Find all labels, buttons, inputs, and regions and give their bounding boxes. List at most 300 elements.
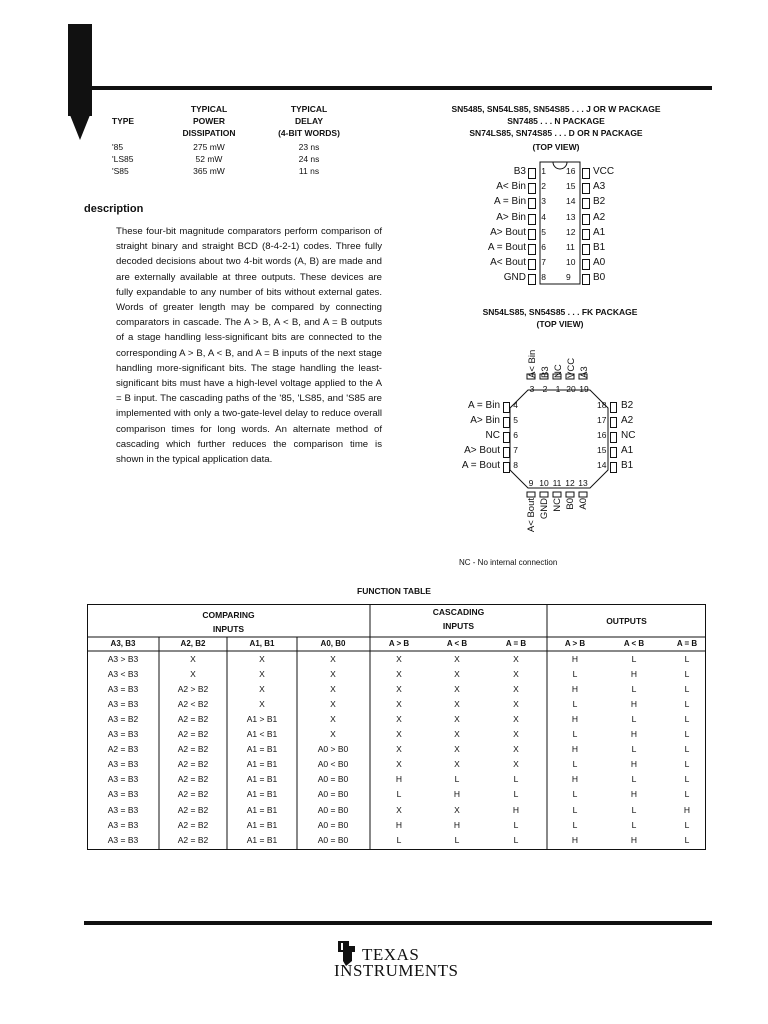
table-cell: X [330, 654, 336, 664]
table-row [87, 833, 706, 848]
table-cell: A3 = B3 [107, 729, 139, 740]
table-row [87, 757, 706, 772]
table-cell: X [513, 714, 519, 725]
pin-number: 8 [513, 460, 518, 470]
pin-name: A< Bout [490, 257, 526, 269]
table-cell: X [396, 714, 402, 725]
table-cell: A1 = B1 [246, 789, 278, 800]
type-table-header-line: POWER [192, 116, 226, 126]
table-cell: L [684, 699, 690, 710]
table-cell: L [631, 744, 637, 755]
table-cell: A3 = B3 [107, 834, 139, 845]
pin-number: 10 [566, 257, 576, 268]
table-row [87, 652, 706, 667]
table-cell: A1 = B1 [246, 774, 278, 785]
description-heading: description [84, 203, 144, 215]
table-cell: X [330, 699, 336, 710]
package-line: SN7485 . . . N PACKAGE [507, 116, 605, 126]
table-cell: L [572, 789, 578, 800]
nc-note: NC - No internal connection [459, 558, 558, 567]
type-table-header [108, 103, 138, 139]
fk-pin-left [440, 430, 518, 444]
pin-name: A = Bout [461, 460, 500, 471]
table-cell: X [513, 684, 519, 695]
pin-name: B1 [593, 242, 606, 253]
pin-box [582, 198, 590, 209]
dip-pin-right [566, 257, 660, 271]
pin-number: 4 [513, 400, 518, 410]
table-cell: A3 > B3 [107, 654, 139, 664]
table-cell: A2 = B2 [177, 774, 209, 785]
fk-pin-pad [540, 492, 548, 497]
table-cell: L [684, 684, 690, 695]
pin-box [610, 447, 617, 458]
table-cell: X [259, 699, 265, 710]
pin-name: A2 [593, 211, 606, 223]
function-table-column-header: A > B [564, 639, 586, 648]
pin-number: 2 [541, 181, 546, 192]
pin-box [582, 168, 590, 179]
table-cell: X [513, 729, 519, 740]
package-line: SN5485, SN54LS85, SN54S85 . . . J OR W PACKAGE [451, 104, 661, 114]
table-cell: L [572, 819, 578, 830]
pin-name: B1 [621, 460, 634, 471]
pin-box [582, 229, 590, 240]
pin-box [528, 229, 536, 240]
type-table-header-line: TYPE [111, 116, 135, 126]
type-table-cell: 11 ns [298, 166, 320, 176]
table-cell: H [571, 684, 579, 695]
pin-box [610, 432, 617, 443]
table-cell: L [684, 819, 690, 830]
table-cell: H [630, 789, 638, 800]
pin-box [582, 244, 590, 255]
table-cell: H [395, 819, 403, 830]
fk-pin-left [440, 445, 518, 459]
table-cell: A3 = B3 [107, 759, 139, 770]
function-table-column-header: A < B [446, 639, 468, 648]
dip-pin-left [460, 272, 546, 286]
table-cell: X [454, 654, 460, 664]
pin-box [582, 274, 590, 285]
table-cell: A1 = B1 [246, 744, 278, 755]
table-cell: A1 = B1 [246, 804, 278, 815]
table-cell: L [572, 669, 578, 680]
type-table-cell: 275 mW [193, 142, 225, 152]
table-cell: A2 = B2 [177, 744, 209, 755]
dip-pin-left [460, 181, 546, 195]
pin-number: 9 [566, 272, 571, 283]
table-cell: A3 = B3 [107, 699, 139, 710]
table-row [87, 818, 706, 833]
pin-name: A = Bout [487, 242, 526, 253]
table-cell: L [572, 729, 578, 740]
package-line: SN54LS85, SN54S85 . . . FK PACKAGE [482, 307, 638, 317]
fk-pin-label-bottom: A0 [578, 498, 589, 510]
table-cell: H [453, 789, 461, 800]
fk-pin-left [440, 415, 518, 429]
fk-pin-number: 9 [528, 478, 534, 488]
fk-pin-label-top: VCC [566, 357, 577, 378]
table-cell: L [684, 654, 690, 664]
pin-box [582, 214, 590, 225]
pin-box [528, 244, 536, 255]
table-cell: L [631, 654, 637, 664]
top-view-label: (TOP VIEW) [536, 319, 584, 329]
pin-box [528, 198, 536, 209]
pin-box [503, 402, 510, 413]
function-table-column-header: A < B [623, 639, 645, 648]
dip-pin-left [460, 196, 546, 210]
fk-pin-number: 13 [578, 478, 588, 488]
table-cell: A2 = B2 [177, 759, 209, 770]
type-table-header-line: (4-BIT WORDS) [278, 128, 340, 138]
pin-box [582, 259, 590, 270]
table-cell: H [630, 729, 638, 740]
fk-pin-right [597, 400, 660, 414]
cascading-header-line: CASCADING [432, 607, 485, 617]
table-row [87, 742, 706, 757]
table-cell: A0 > B0 [317, 744, 349, 755]
pin-number: 16 [597, 430, 607, 440]
function-table-column-header: A1, B1 [249, 639, 275, 648]
dip-pin-right [566, 242, 660, 256]
type-table-header-line [108, 127, 138, 139]
table-cell: A1 > B1 [246, 714, 278, 725]
table-cell: X [513, 669, 519, 680]
table-cell: L [684, 759, 690, 770]
pin-box [528, 274, 536, 285]
pin-name: NC [485, 430, 500, 441]
dip-pin-left [460, 212, 546, 226]
dip-pin-right [566, 212, 660, 226]
table-cell: H [512, 804, 520, 815]
function-table [87, 604, 706, 850]
table-cell: L [572, 759, 578, 770]
dip-package-titles [396, 103, 716, 153]
table-cell: X [330, 729, 336, 740]
fk-pin-number: 1 [555, 384, 561, 394]
pin-name: A> Bin [470, 415, 500, 426]
pin-number: 7 [513, 445, 518, 455]
table-cell: L [684, 744, 690, 755]
type-table-header [174, 103, 244, 139]
pin-name: GND [503, 272, 526, 284]
table-cell: X [513, 699, 519, 710]
table-cell: H [630, 834, 638, 845]
pin-box [503, 447, 510, 458]
dip-pin-right [566, 196, 660, 210]
pin-number: 1 [541, 166, 546, 176]
dip-pin-right [566, 227, 660, 241]
table-cell: L [684, 774, 690, 785]
dip-pin-right [566, 272, 660, 286]
table-cell: A0 < B0 [317, 759, 349, 770]
pin-number: 13 [566, 211, 576, 222]
type-table-header-line: DISSIPATION [182, 128, 236, 138]
function-table-column-header: A0, B0 [320, 639, 346, 648]
function-table-column-header: A = B [505, 639, 527, 648]
table-cell: L [684, 669, 690, 680]
fk-pin-pad [579, 492, 587, 497]
type-table-cell: 52 mW [195, 154, 223, 164]
dip-pinout-diagram [460, 160, 660, 290]
pin-name: A = Bin [468, 400, 500, 411]
pin-name: A1 [593, 226, 606, 238]
fk-pin-label-bottom: A< Bout [526, 498, 537, 533]
pin-box [528, 183, 536, 194]
table-cell: A3 = B3 [107, 684, 139, 695]
type-table [108, 103, 358, 176]
table-cell: A1 = B1 [246, 819, 278, 830]
ti-logo [334, 936, 474, 984]
function-table-column-header: A = B [676, 639, 698, 648]
fk-pin-number: 11 [552, 478, 562, 488]
table-cell: H [630, 699, 638, 710]
table-cell: A2 = B2 [177, 834, 209, 845]
fk-pin-label-bottom: B0 [565, 498, 576, 510]
table-cell: A0 = B0 [317, 834, 349, 845]
pin-number: 18 [597, 400, 607, 410]
pin-name: NC [621, 430, 636, 441]
function-table-title: FUNCTION TABLE [357, 586, 431, 596]
table-cell: H [453, 819, 461, 830]
pin-box [528, 259, 536, 270]
outputs-header: OUTPUTS [606, 616, 647, 626]
type-table-cell: 'LS85 [112, 154, 134, 164]
pin-number: 7 [541, 257, 546, 268]
table-cell: A0 = B0 [317, 804, 349, 815]
pin-name: VCC [593, 166, 615, 177]
cascading-header [370, 606, 547, 632]
pin-number: 3 [541, 196, 546, 207]
table-cell: A1 < B1 [246, 729, 278, 740]
table-cell: X [454, 684, 460, 695]
table-cell: H [571, 714, 579, 725]
table-row [87, 803, 706, 818]
table-cell: L [631, 774, 637, 785]
function-table-column-header: A > B [388, 639, 410, 648]
table-cell: L [513, 834, 519, 845]
table-cell: L [631, 819, 637, 830]
table-cell: A3 < B3 [107, 669, 139, 680]
fk-pin-number: 3 [529, 384, 535, 394]
table-cell: L [684, 789, 690, 800]
table-cell: A2 = B2 [177, 819, 209, 830]
fk-pin-right [597, 430, 660, 444]
pin-name: B2 [621, 400, 634, 411]
pin-name: A2 [621, 415, 634, 426]
pin-box [610, 417, 617, 428]
pin-box [503, 417, 510, 428]
table-cell: A0 = B0 [317, 774, 349, 785]
pin-box [528, 214, 536, 225]
comparing-header [87, 609, 370, 635]
table-cell: L [396, 789, 402, 800]
pin-number: 5 [541, 226, 546, 237]
table-cell: L [454, 834, 460, 845]
table-row [87, 712, 706, 727]
fk-pin-label-top: NC [553, 364, 564, 378]
type-table-header-line: TYPICAL [190, 104, 228, 114]
fk-pin-pad [527, 492, 535, 497]
table-cell: X [454, 804, 460, 815]
pin-box [582, 183, 590, 194]
table-cell: X [454, 729, 460, 740]
table-cell: X [190, 654, 196, 664]
table-row [87, 772, 706, 787]
table-cell: X [396, 699, 402, 710]
table-cell: H [683, 804, 691, 815]
pin-name: B0 [593, 272, 606, 284]
table-cell: A2 = B2 [177, 804, 209, 815]
fk-pinout-diagram [440, 340, 660, 540]
dip-pin-right [566, 166, 660, 180]
fk-pin-number: 19 [579, 384, 589, 394]
type-table-cell: 'S85 [112, 166, 129, 176]
type-table-cell: 365 mW [193, 166, 225, 176]
table-cell: X [259, 654, 265, 664]
pin-number: 8 [541, 272, 546, 283]
table-cell: A2 = B2 [177, 729, 209, 740]
fk-package-titles [420, 306, 700, 330]
table-cell: X [454, 669, 460, 680]
table-cell: A3 = B2 [107, 714, 139, 725]
fk-pin-right [597, 445, 660, 459]
table-cell: H [395, 774, 403, 785]
dip-pin-left [460, 242, 546, 256]
table-cell: X [454, 699, 460, 710]
table-cell: X [396, 759, 402, 770]
table-row [87, 682, 706, 697]
table-cell: X [396, 804, 402, 815]
table-cell: L [572, 804, 578, 815]
fk-pin-pad [553, 492, 561, 497]
fk-pin-number: 12 [565, 478, 575, 488]
function-table-column-header: A3, B3 [110, 639, 136, 648]
brand-line: TEXAS [362, 945, 420, 964]
fk-pin-label-top: A< Bin [527, 349, 538, 378]
cascading-header-line: INPUTS [442, 621, 475, 631]
pin-number: 11 [566, 242, 575, 252]
table-cell: X [396, 684, 402, 695]
table-cell: A3 = B3 [107, 819, 139, 830]
table-cell: L [513, 789, 519, 800]
table-cell: X [259, 684, 265, 695]
pin-name: A0 [593, 257, 606, 269]
table-cell: A2 > B2 [177, 684, 209, 695]
brand-line: INSTRUMENTS [334, 961, 459, 980]
description-paragraph: These four-bit magnitude comparators perform comparison of straight binary and straight BCD (8-4-2-1) codes. Three fully decoded decisions about two 4-bit words (A, B) are made and are externally available at three outputs. These devices are fully expandable to any number of bits without external gates. Words of greater length may be compared by connecting comparators in cascade. The A > B, A < B, and A = B outputs of a stage handling less-significant bits are connected to the corresponding A > B, A < B, and A = B inputs of the next stage handling more-significant bits. The stage handling the least-significant bits must have a high-level voltage applied to the A = B input. The cascading paths of the '85, 'LS85, and 'S85 are implemented with only a two-gate-level delay to reduce overall comparison times for long words. An alternate method of cascading which further reduces the comparison time is shown in the typical application data. [116, 226, 382, 466]
pin-box [610, 402, 617, 413]
fk-pin-label-bottom: GND [539, 498, 550, 520]
page-tab-marker [68, 24, 92, 116]
table-cell: A1 = B1 [246, 834, 278, 845]
table-cell: X [330, 684, 336, 695]
table-cell: H [571, 834, 579, 845]
table-row [87, 787, 706, 802]
pin-box [528, 168, 536, 179]
table-cell: L [513, 819, 519, 830]
pin-box [503, 432, 510, 443]
type-table-cell: 23 ns [298, 142, 320, 152]
table-cell: A2 = B2 [177, 714, 209, 725]
table-cell: X [396, 729, 402, 740]
pin-number: 5 [513, 415, 518, 425]
fk-pin-left [440, 460, 518, 474]
pin-number: 6 [541, 242, 546, 252]
pin-number: 14 [597, 460, 607, 470]
pin-number: 6 [513, 430, 518, 440]
table-cell: X [330, 669, 336, 680]
table-cell: L [631, 684, 637, 695]
pin-name: A3 [593, 181, 606, 193]
table-cell: X [396, 744, 402, 755]
table-cell: L [631, 714, 637, 725]
table-cell: L [631, 804, 637, 815]
dip-pin-left [460, 257, 546, 271]
pin-number: 12 [566, 226, 576, 237]
table-cell: H [571, 744, 579, 755]
table-cell: L [684, 714, 690, 725]
pin-number: 15 [597, 445, 607, 455]
footer-rule [84, 921, 712, 925]
package-line: SN74LS85, SN74S85 . . . D OR N PACKAGE [469, 128, 643, 138]
comparing-header-line: COMPARING [202, 610, 255, 620]
pin-number: 4 [541, 211, 546, 222]
pin-number: 16 [566, 166, 576, 176]
table-row [87, 727, 706, 742]
table-cell: H [630, 669, 638, 680]
table-cell: A2 = B2 [177, 789, 209, 800]
table-cell: X [513, 744, 519, 755]
type-table-cell: 24 ns [298, 154, 320, 164]
fk-pin-label-top: A3 [579, 366, 590, 378]
pin-box [610, 462, 617, 473]
table-cell: H [571, 774, 579, 785]
table-cell: L [684, 729, 690, 740]
pin-name: A1 [621, 445, 634, 456]
pin-name: A = Bin [494, 196, 526, 208]
table-cell: X [396, 654, 402, 664]
fk-pin-label-top: B3 [540, 366, 551, 378]
table-cell: A3 = B3 [107, 774, 139, 785]
table-cell: H [571, 654, 579, 664]
pin-number: 14 [566, 196, 576, 207]
dip-pin-left [460, 166, 546, 180]
table-cell: H [630, 759, 638, 770]
table-cell: A0 = B0 [317, 819, 349, 830]
fk-pin-left [440, 400, 518, 414]
type-table-header [264, 103, 354, 139]
table-cell: L [684, 834, 690, 845]
pin-number: 15 [566, 181, 576, 192]
type-table-cell: '85 [112, 142, 124, 152]
pin-name: B2 [593, 196, 606, 208]
table-cell: X [513, 759, 519, 770]
dip-pin-right [566, 181, 660, 195]
table-cell: X [190, 669, 196, 680]
fk-pin-pad [566, 492, 574, 497]
pin-name: A> Bin [496, 211, 526, 223]
table-cell: A3 = B3 [107, 804, 139, 815]
fk-pin-number: 10 [539, 478, 549, 488]
type-table-header-line: TYPICAL [290, 104, 328, 114]
pin-name: A< Bin [496, 181, 526, 193]
table-cell: X [454, 714, 460, 725]
comparing-header-line: INPUTS [212, 624, 245, 634]
table-cell: L [396, 834, 402, 845]
